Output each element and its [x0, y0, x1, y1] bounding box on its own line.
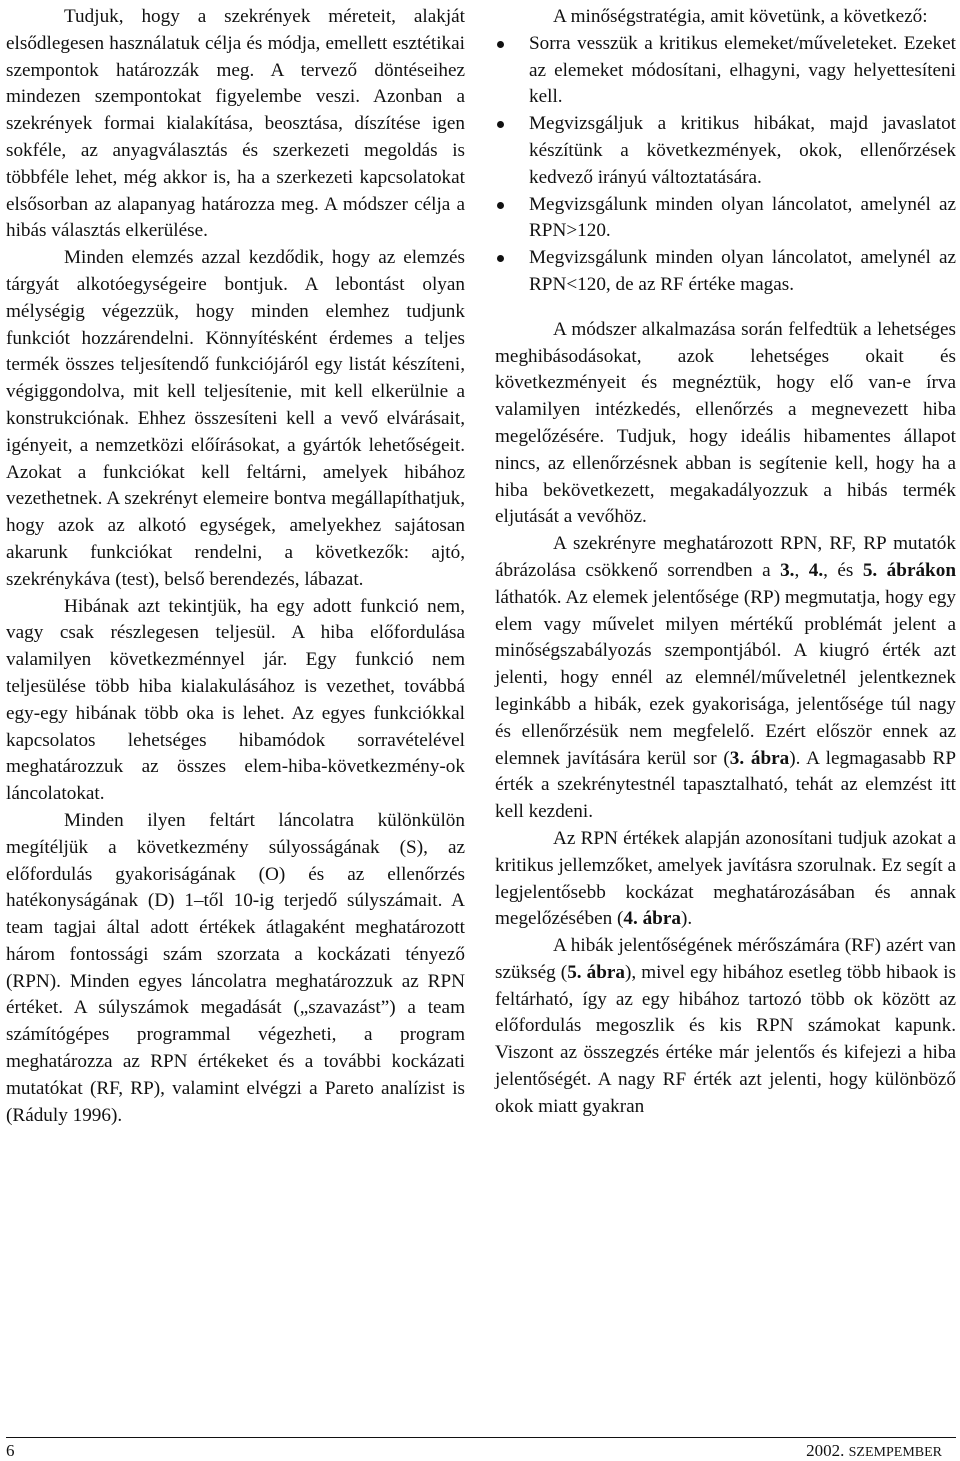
spacer [495, 299, 956, 317]
right-paragraph-4 [495, 933, 956, 1121]
figure-ref: 3. ábra [729, 747, 790, 769]
text-run: , [794, 559, 809, 581]
right-column [495, 4, 956, 1121]
left-paragraph-2: Minden elemzés azzal kezdődik, hogy az elemzés tárgyát alkotóegységeire bontjuk. A lebontást olyan mélységig végezzük, hogy minden elemhez tudjunk funkciót hozzárendelni. Könnyítésként érdemes a teljes termék összes teljesítendő funkciójáról egy listát készíteni, végiggondolva, mit kell teljesítenie, mit kell elkerülnie a konstrukciónak. Ehhez összesíteni kell a vevő elvárásait, igényeit, a nemzetközi előírásokat, a gyártók lehetőségeit. Azokat a funkciókat kell feltárni, amelyek hibához vezethetnek. A szekrényt elemeire bontva megállapíthatjuk, hogy azok az alkotó egységek, amelyekhez sajátosan akarunk funkciókat rendelni, a következők: ajtó, szekrénykáva (test), belső berendezés, lábazat. [6, 247, 465, 590]
text-run: A hibák jelentőségének mérőszámára (RF) azért van szükség ( [495, 935, 956, 983]
footer-divider [6, 1437, 956, 1438]
figure-ref: 4. [808, 559, 824, 581]
bullet-item: Megvizsgálunk minden olyan láncolatot, amelynél az RPN<120, de az RF értéke magas. [495, 245, 956, 299]
figure-ref: 5. ábra [567, 961, 625, 983]
right-paragraph-3 [495, 826, 956, 933]
text-run: A szekrényre meghatározott RPN, RF, RP mutatók ábrázolása csökkenő sorrendben a [495, 533, 956, 581]
text-run: , és [823, 559, 863, 581]
text-run: Az RPN értékek alapján azonosítani tudjuk azokat a kritikus jellemzőket, amelyek javításra szorulnak. Ez segít a legjelentősebb kockázat meghatározásában és annak megelőzésében ( [495, 827, 956, 930]
figure-ref: 3. [780, 559, 795, 581]
page-number: 6 [6, 1441, 15, 1460]
text-run: ). [680, 908, 693, 930]
strategy-intro: A minőségstratégia, amit követünk, a következő: [553, 6, 928, 27]
issue-month: SZEMPEMBER [848, 1445, 942, 1460]
bullet-item: Megvizsgálunk minden olyan láncolatot, amelynél az RPN>120. [495, 192, 956, 246]
figure-ref: 5. ábrákon [862, 559, 956, 581]
text-run: láthatók. Az elemek jelentősége (RP) megmutatja, hogy egy elem vagy művelet milyen mértékű problémát jelent a minőségszabályozás szempontjából. A kiugró érték azt jelenti, hogy ennél az elemnél/műveletnél jelentkeznek leginkább a hibák, ezek gyakorisága, jelentősége túl nagy és ellenőrzésük nem megfelelő. Ezért először ennek az elemnek javítására kerül sor ( [495, 586, 956, 769]
left-paragraph-1: Tudjuk, hogy a szekrények méreteit, alakját elsődlegesen használatuk célja és módja, emellett esztétikai szempontok határozzák meg. A tervező döntéseihez mindezen szempontokat figyelembe veszi. Azonban a szekrények formai kialakítása, beosztása, díszítése igen sokféle, az anyagválasztás és szerkezeti megoldás is többféle lehet, még akkor is, ha a szerkezeti kapcsolatokat elsősorban az alapanyag határozza meg. A módszer célja a hibás választás elkerülése. [6, 6, 465, 242]
issue-year: 2002. [806, 1441, 845, 1460]
right-paragraph-1: A módszer alkalmazása során felfedtük a lehetséges meghibásodásokat, azok lehetséges okait és következményeit és megnéztük, hogy elő van-e írva valamilyen intézkedés, ellenőrzés a megnevezett hiba megelőzésére. Tudjuk, hogy ideális hibamentes állapot nincs, az ellenőrzésnek abban is segítenie kell, hogy ha a hiba bekövetkezett, megakadályozzuk a hibás termék eljutását a vevőhöz. [495, 318, 956, 528]
figure-ref: 4. ábra [623, 908, 681, 930]
text-run: ), mivel egy hibához esetleg több hibaok is feltárható, így az egy hibához tartozó több ok között az előfordulás megoszlik és kis RPN számokat kapunk. Viszont az összegzés értéke már jelentős és kifejezi a hiba jelentőségét. A nagy RF érték azt jelenti, hogy különböző okok miatt gyakran [495, 961, 957, 1117]
right-paragraph-2 [495, 531, 956, 826]
left-column [6, 4, 465, 1129]
left-paragraph-4: Minden ilyen feltárt láncolatra különkülön megítéljük a következmény súlyosságának (S), az előfordulás gyakoriságának (O) és az ellenőrzés hatékonyságának (D) 1–től 10-ig terjedő súlyszámait. A team tagjai által adott értékek átlagaként meghatározott három fontossági szám szorzata a kockázati tényező (RPN). Minden egyes láncolatra meghatározzuk az RPN értéket. A súlyszámok megadását („szavazást”) a team számítógépes programmal végezheti, a program meghatározza az RPN értékeket és a további kockázati mutatókat (RF, RP), valamint elvégzi a Pareto analízist is (Ráduly 1996). [6, 809, 465, 1126]
bullet-item: Megvizsgáljuk a kritikus hibákat, majd javaslatot készítünk a következmények, okok, ellenőrzések kedvező irányú változtatására. [495, 111, 956, 191]
issue-label [806, 1441, 942, 1461]
strategy-bullet-list [495, 31, 956, 299]
text-run: ). A legmagasabb RP érték a szekrénytestnél tapasztalható, tehát az elemzést itt kell kezdeni. [495, 747, 957, 823]
bullet-item: Sorra vesszük a kritikus elemeket/műveleteket. Ezeket az elemeket módosítani, elhagyni, vagy helyettesíteni kell. [495, 31, 956, 111]
left-paragraph-3: Hibának azt tekintjük, ha egy adott funkció nem, vagy csak részlegesen teljesül. A hiba előfordulása valamilyen következménnyel jár. Egy funkció nem teljesülése több hiba kialakulásához is vezethet, továbbá egy-egy hibának több oka is lehet. Az egyes funkciókkal kapcsolatos lehetséges hibamódok sorravételével meghatározzuk az összes elem-hiba-következmény-ok láncolatokat. [6, 595, 465, 805]
